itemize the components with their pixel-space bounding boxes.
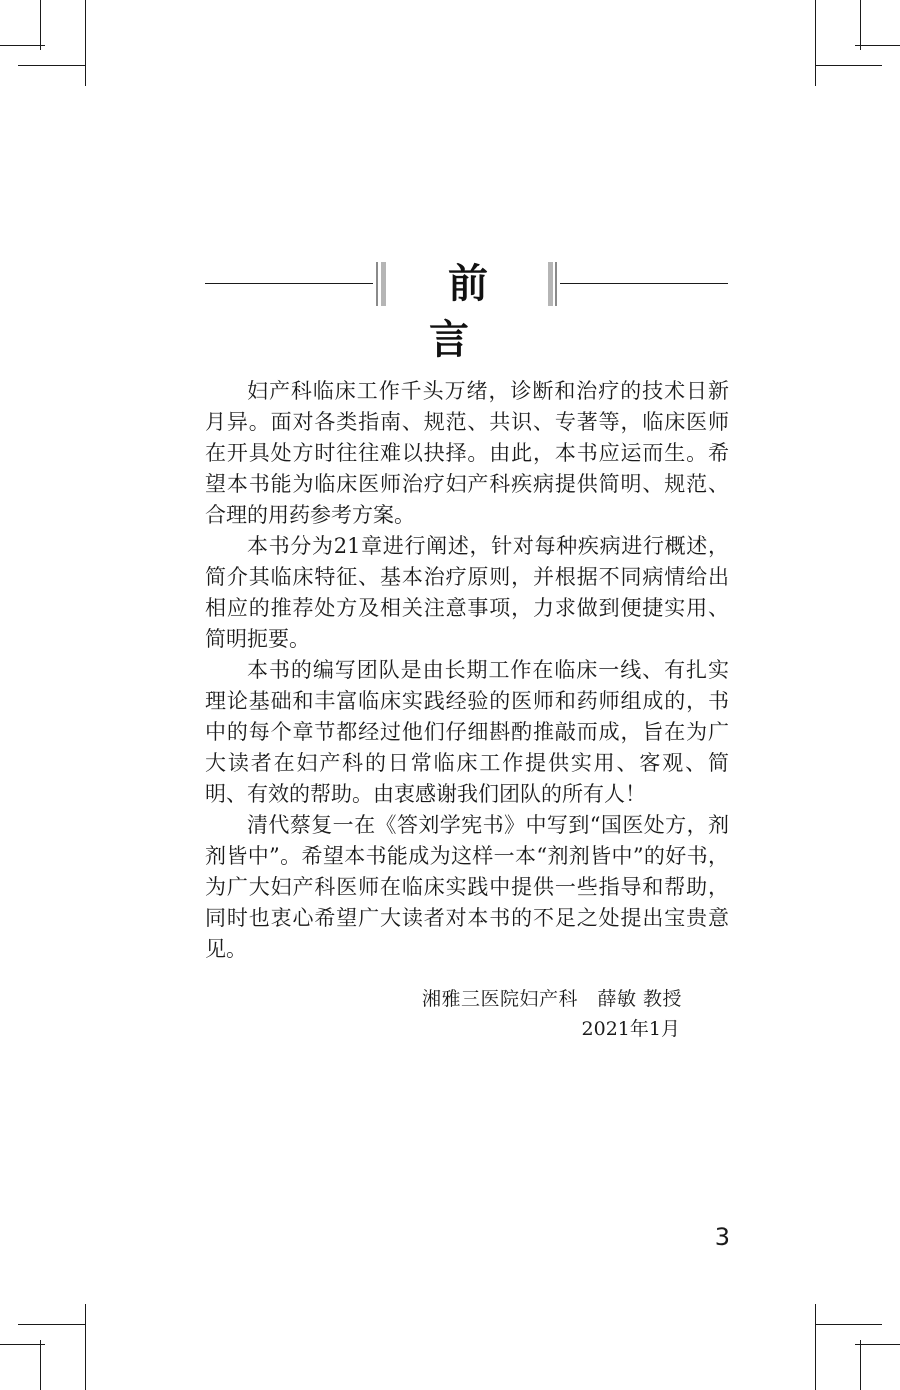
title-bar-right-outer: [555, 262, 557, 306]
page-title: 前言: [429, 261, 526, 363]
title-rule-right: [560, 283, 728, 284]
crop-mark: [18, 65, 85, 66]
crop-mark: [815, 0, 816, 86]
paragraph: 本书分为21章进行阐述，针对每种疾病进行概述，简介其临床特征、基本治疗原则，并根据不同病情给出相应的推荐处方及相关注意事项，力求做到便捷实用、简明扼要。: [205, 534, 729, 651]
title-bar-right-inner: [548, 262, 553, 306]
crop-mark: [40, 1340, 41, 1390]
crop-mark: [0, 1344, 45, 1345]
crop-mark: [40, 0, 41, 50]
paragraph: 清代蔡复一在《答刘学宪书》中写到“国医处方，剂剂皆中”。希望本书能成为这样一本“剂剂皆中”的好书，为广大妇产科医师在临床实践中提供一些指导和帮助，同时也衷心希望广大读者对本书的不足之处提出宝贵意见。: [205, 813, 729, 961]
crop-mark: [18, 1324, 85, 1325]
crop-mark: [855, 45, 900, 46]
author-signature: 湘雅三医院妇产科 薛敏 教授: [421, 988, 682, 1010]
crop-mark: [815, 65, 882, 66]
crop-mark: [85, 1304, 86, 1390]
signature-date: 2021年1月: [581, 1018, 680, 1040]
crop-mark: [0, 45, 45, 46]
title-bar-left-outer: [376, 262, 378, 306]
crop-mark: [855, 1344, 900, 1345]
preface-body: [205, 376, 729, 965]
crop-mark: [815, 1304, 816, 1390]
page-number: 3: [714, 1223, 730, 1251]
crop-mark: [860, 1340, 861, 1390]
crop-mark: [85, 0, 86, 86]
paragraph: 妇产科临床工作千头万绪，诊断和治疗的技术日新月异。面对各类指南、规范、共识、专著等，临床医师在开具处方时往往难以抉择。由此，本书应运而生。希望本书能为临床医师治疗妇产科疾病提供简明、规范、合理的用药参考方案。: [205, 379, 729, 527]
title-rule-left: [205, 283, 373, 284]
crop-mark: [860, 0, 861, 50]
title-bar-left-inner: [381, 262, 386, 306]
crop-mark: [815, 1324, 882, 1325]
paragraph: 本书的编写团队是由长期工作在临床一线、有扎实理论基础和丰富临床实践经验的医师和药师组成的，书中的每个章节都经过他们仔细斟酌推敲而成，旨在为广大读者在妇产科的日常临床工作提供实用、客观、简明、有效的帮助。由衷感谢我们团队的所有人！: [205, 658, 729, 806]
